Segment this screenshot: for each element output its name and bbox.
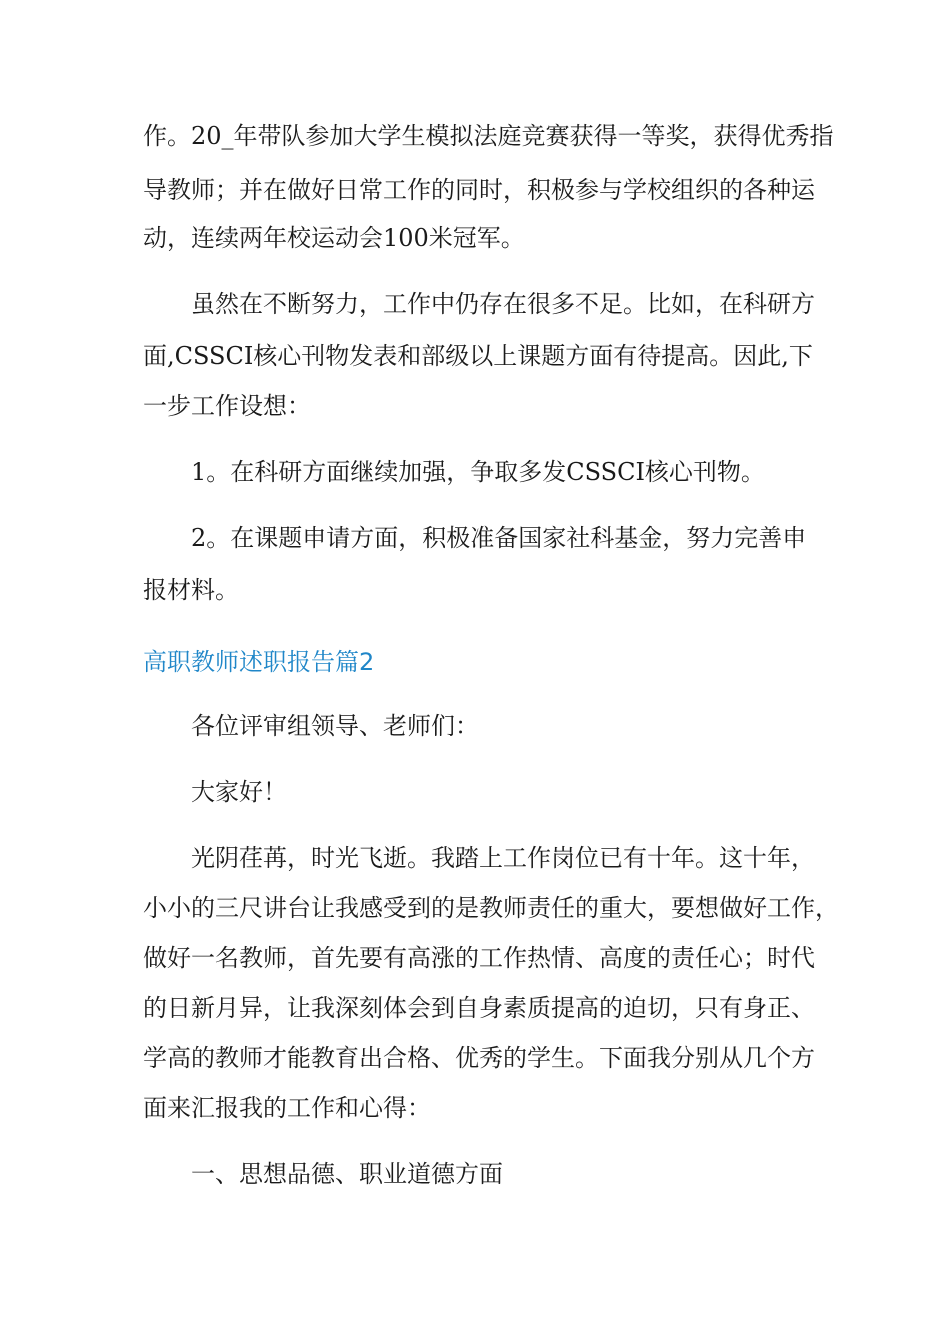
- paragraph-line: 的日新月异，让我深刻体会到自身素质提高的迫切，只有身正、: [143, 994, 815, 1022]
- greeting-line: 各位评审组领导、老师们：: [191, 712, 479, 740]
- paragraph-line: 导教师；并在做好日常工作的同时，积极参与学校组织的各种运: [143, 176, 815, 204]
- section-subheading: 一、思想品德、职业道德方面: [191, 1160, 503, 1188]
- section-heading: 高职教师述职报告篇2: [143, 648, 375, 676]
- paragraph-line: 小小的三尺讲台让我感受到的是教师责任的重大，要想做好工作，: [143, 894, 839, 922]
- paragraph-line: 面来汇报我的工作和心得：: [143, 1094, 431, 1122]
- hello-line: 大家好！: [191, 778, 287, 806]
- paragraph-line: 虽然在不断努力，工作中仍存在很多不足。比如，在科研方: [191, 290, 815, 318]
- paragraph-line: 报材料。: [143, 576, 239, 604]
- list-item-1: 1。在科研方面继续加强，争取多发CSSCI核心刊物。: [191, 458, 765, 486]
- paragraph-line: 作。20_年带队参加大学生模拟法庭竞赛获得一等奖，获得优秀指: [143, 122, 834, 150]
- list-item-2: 2。在课题申请方面，积极准备国家社科基金，努力完善申: [191, 524, 807, 552]
- paragraph-line: 动，连续两年校运动会100米冠军。: [143, 224, 525, 252]
- paragraph-line: 学高的教师才能教育出合格、优秀的学生。下面我分别从几个方: [143, 1044, 815, 1072]
- paragraph-line: 面,CSSCI核心刊物发表和部级以上课题方面有待提高。因此,下: [143, 342, 813, 370]
- paragraph-line: 一步工作设想：: [143, 392, 311, 420]
- paragraph-line: 光阴荏苒，时光飞逝。我踏上工作岗位已有十年。这十年，: [191, 844, 815, 872]
- paragraph-line: 做好一名教师，首先要有高涨的工作热情、高度的责任心；时代: [143, 944, 815, 972]
